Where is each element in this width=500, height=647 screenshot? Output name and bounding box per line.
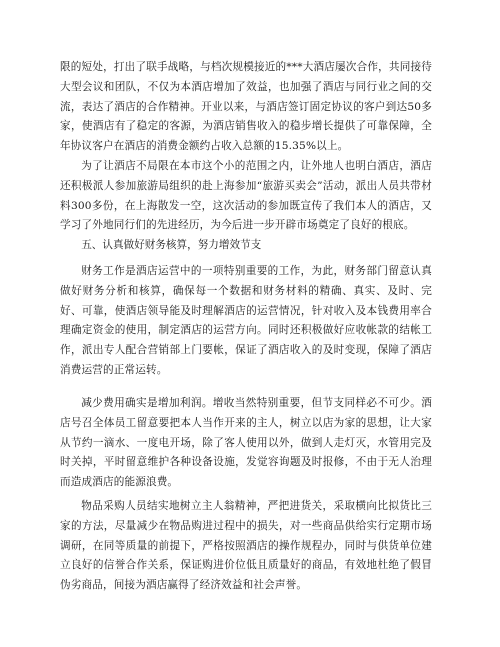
paragraph-cost-saving: 减少费用确实是增加利润。增收当然特别重要，但节支同样必不可少。酒店号召全体员工留意要把本人当作开来的主人，树立以店为家的思想，让大家从节约一滴水、一度电开场，除了客人使用以外，做到人走灯灭，水管用完及时关掉，平时留意维护各种设备设施，发觉容询题及时报修，不由于无人治理而造成酒店的能源浪费。 [60, 397, 432, 489]
paragraph-procurement: 物品采购人员结实地树立主人翁精神，严把进货关，采取横向比拟货比三家的方法，尽量减少在物品购进过程中的损失，对一些商品供给实行定期市场调研，在同等质量的前提下，严格按照酒店的操作规程办，同时与供货单位建立良好的信誉合作关系，保证购进价位低且质量好的商品，有效地杜绝了假冒伪劣商品，间接为酒店赢得了经济效益和社会声誉。 [60, 500, 432, 592]
section-heading-finance: 五、认真做好财务核算，努力增效节支 [81, 239, 262, 251]
paragraph-marketing-shanghai: 为了让酒店不局限在本市这个小的范围之内，让外地人也明白酒店，酒店还积极派人参加旅游局组织的赴上海参加“旅游买卖会”活动，派出人员共带材料300多份，在上海散发一空，这次活动的参加既宣传了我们本人的酒店，又学习了外地同行们的先进经历，为今后进一步开辟市场奠定了良好的根底。 [60, 160, 432, 232]
paragraph-finance-accounting: 财务工作是酒店运营中的一项特别重要的工作，为此，财务部门留意认真做好财务分析和核算，确保每一个数据和财务材料的精确、真实、及时、完好、可靠，使酒店领导能及时理解酒店的运营情况，针对收入及本钱费用率合理确定资金的使用，制定酒店的运营方向。同时还积极做好应收帐款的结帐工作，派出专人配合营销部上门要帐，保证了酒店收入的及时变现，保障了酒店消费运营的正常运转。 [60, 265, 432, 376]
paragraph-cooperation: 限的短处，打出了联手战略，与档次规模接近的***大酒店屡次合作，共同接待大型会议和团队，不仅为本酒店增加了效益，也加强了酒店与同行业之间的交流，表达了酒店的合作精神。开业以来，与酒店签订固定协议的客户到达50多家，使酒店有了稳定的客源，为酒店销售收入的稳步增长提供了可靠保障，全年协议客户在酒店的消费金额约占收入总额的15.35%以上。 [60, 61, 432, 153]
